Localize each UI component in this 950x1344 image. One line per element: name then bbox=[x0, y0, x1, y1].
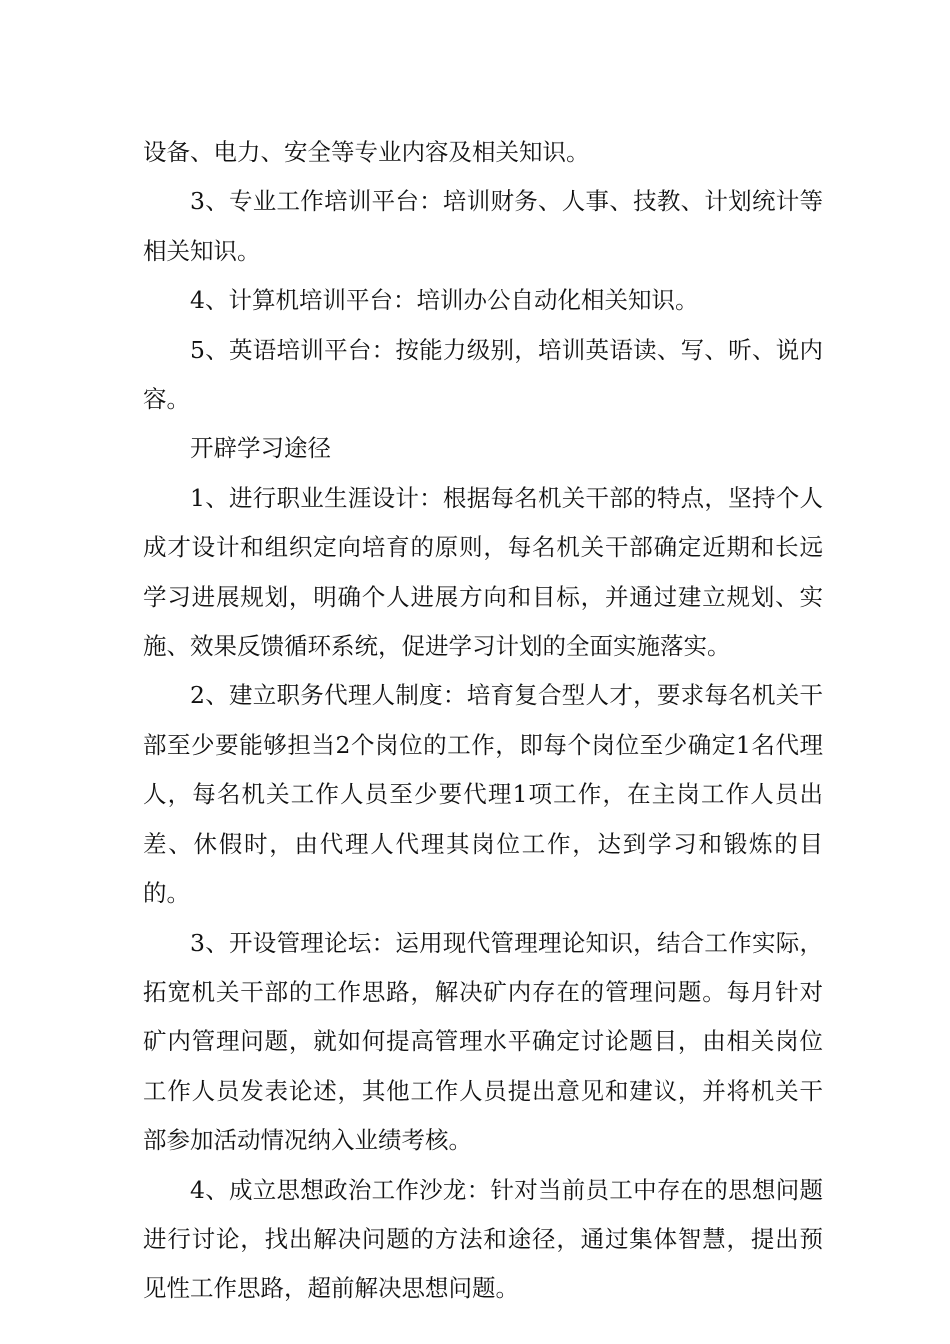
document-body bbox=[143, 128, 823, 1314]
paragraph-item-4-political-salon: 4、成立思想政治工作沙龙：针对当前员工中存在的思想问题进行讨论，找出解决问题的方法和途径，通过集体智慧，提出预见性工作思路，超前解决思想问题。 bbox=[143, 1175, 823, 1303]
paragraph-item-3-management-forum: 3、开设管理论坛：运用现代管理理论知识，结合工作实际，拓宽机关干部的工作思路，解决矿内存在的管理问题。每月针对矿内管理问题，就如何提高管理水平确定讨论题目，由相关岗位工作人员发表论述，其他工作人员提出意见和建议，并将机关干部参加活动情况纳入业绩考核。 bbox=[143, 928, 823, 1155]
paragraph-item-4-computer-training: 4、计算机培训平台：培训办公自动化相关知识。 bbox=[190, 286, 699, 315]
paragraph-continuation: 设备、电力、安全等专业内容及相关知识。 bbox=[143, 138, 590, 166]
section-heading-learning-paths: 开辟学习途径 bbox=[190, 434, 331, 463]
paragraph-item-1-career-design: 1、进行职业生涯设计：根据每名机关干部的特点，坚持个人成才设计和组织定向培育的原则，每名机关干部确定近期和长远学习进展规划，明确个人进展方向和目标，并通过建立规划、实施、效果反馈循环系统，促进学习计划的全面实施落实。 bbox=[143, 483, 823, 661]
paragraph-item-3-professional-training: 3、专业工作培训平台：培训财务、人事、技教、计划统计等相关知识。 bbox=[143, 187, 823, 265]
paragraph-item-5-english-training: 5、英语培训平台：按能力级别，培训英语读、写、听、说内容。 bbox=[143, 335, 823, 414]
paragraph-item-2-agent-system: 2、建立职务代理人制度：培育复合型人才，要求每名机关干部至少要能够担当2个岗位的工作，即每个岗位至少确定1名代理人，每名机关工作人员至少要代理1项工作，在主岗工作人员出差、休假时，由代理人代理其岗位工作，达到学习和锻炼的目的。 bbox=[143, 681, 823, 908]
